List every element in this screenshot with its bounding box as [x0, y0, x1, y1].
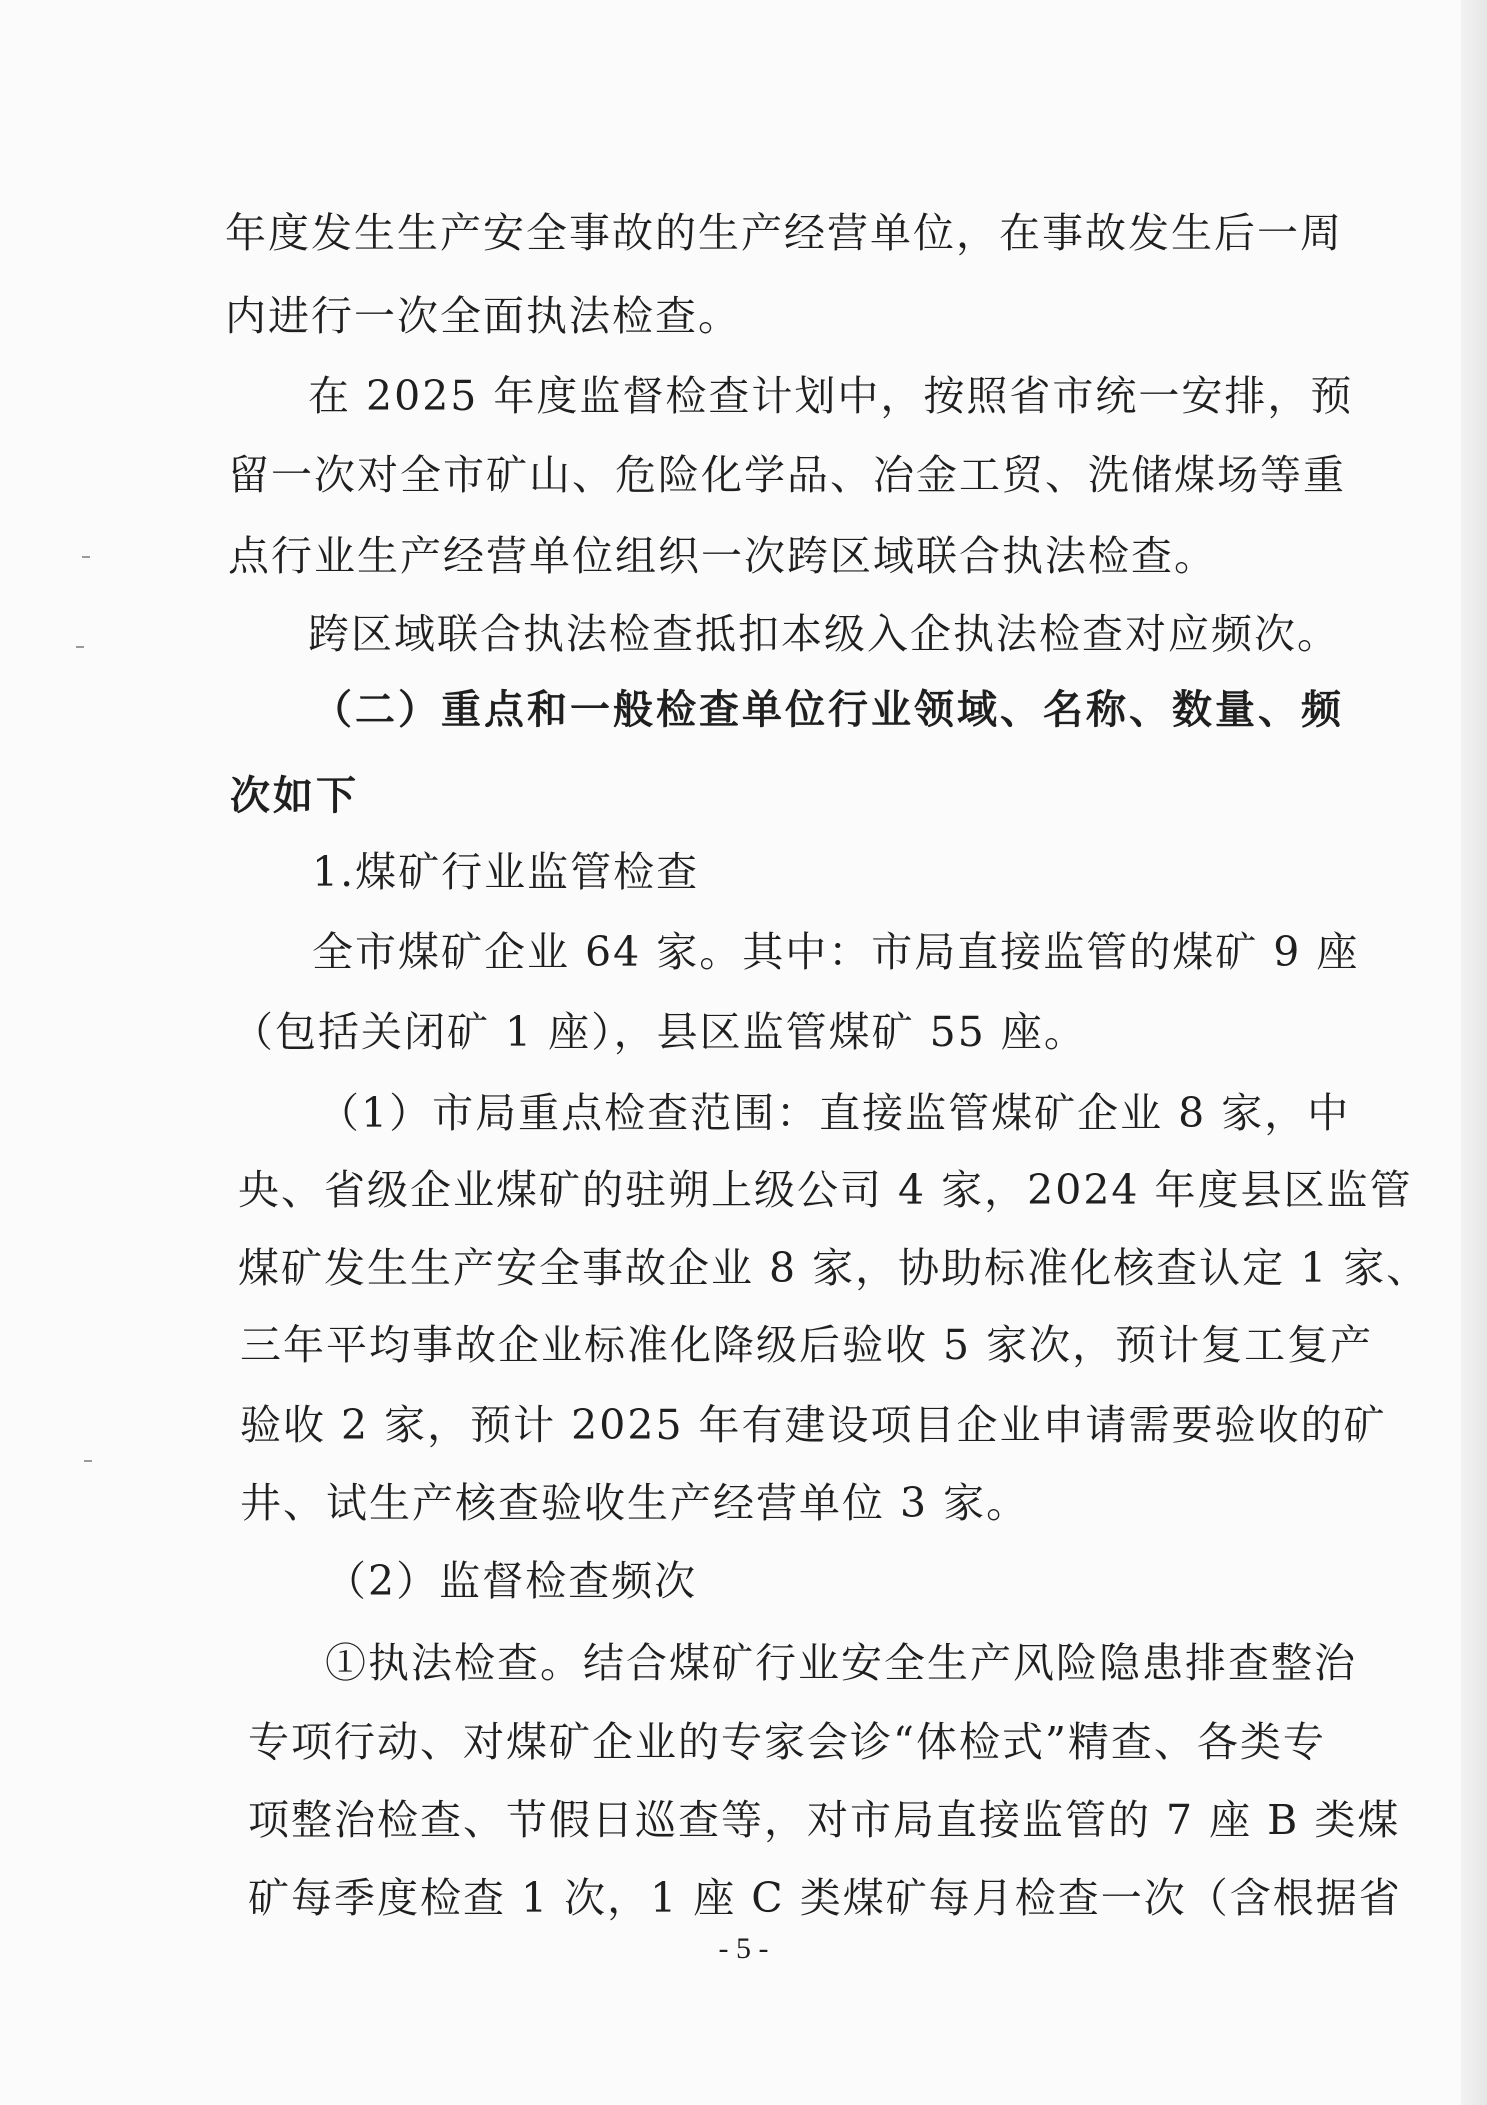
- paragraph-line: 全市煤矿企业 64 家。其中：市局直接监管的煤矿 9 座: [312, 928, 1360, 976]
- paragraph-line: 在 2025 年度监督检查计划中，按照省市统一安排，预: [308, 372, 1354, 420]
- scan-mark: [84, 1460, 92, 1462]
- paragraph-line: 煤矿发生生产安全事故企业 8 家，协助标准化核查认定 1 家、: [238, 1244, 1430, 1292]
- paragraph-line: （包括关闭矿 1 座），县区监管煤矿 55 座。: [232, 1008, 1087, 1056]
- paragraph-line: 验收 2 家，预计 2025 年有建设项目企业申请需要验收的矿: [240, 1401, 1387, 1449]
- paragraph-line: 专项行动、对煤矿企业的专家会诊“体检式”精查、各类专: [248, 1718, 1326, 1766]
- paragraph-line: 项整治检查、节假日巡查等，对市局直接监管的 7 座 B 类煤: [248, 1796, 1401, 1844]
- page-edge-shadow: [1461, 0, 1487, 2105]
- paragraph-line: 点行业生产经营单位组织一次跨区域联合执法检查。: [228, 532, 1217, 580]
- paragraph-line: 留一次对全市矿山、危险化学品、冶金工贸、洗储煤场等重: [228, 451, 1346, 499]
- page-number: - 5 -: [718, 1932, 769, 1965]
- paragraph-line: 矿每季度检查 1 次，1 座 C 类煤矿每月检查一次（含根据省: [248, 1874, 1402, 1922]
- paragraph-line: （1）市局重点检查范围：直接监管煤矿企业 8 家，中: [318, 1089, 1351, 1137]
- scan-mark: [82, 556, 90, 558]
- subsection-title: （2）监督检查频次: [325, 1557, 698, 1605]
- paragraph-line: ①执法检查。结合煤矿行业安全生产风险隐患排查整治: [325, 1639, 1357, 1687]
- section-heading-continuation: 次如下: [230, 773, 359, 819]
- section-heading: （二）重点和一般检查单位行业领域、名称、数量、频: [312, 687, 1344, 733]
- subsection-title: 1.煤矿行业监管检查: [312, 848, 700, 896]
- paragraph-line: 年度发生生产安全事故的生产经营单位，在事故发生后一周: [225, 209, 1343, 257]
- paragraph-line: 井、试生产核查验收生产经营单位 3 家。: [240, 1479, 1030, 1527]
- paragraph-line: 跨区域联合执法检查抵扣本级入企执法检查对应频次。: [308, 610, 1340, 658]
- paragraph-line: 央、省级企业煤矿的驻朔上级公司 4 家，2024 年度县区监管: [238, 1166, 1413, 1214]
- scan-mark: [76, 646, 84, 648]
- paragraph-line: 内进行一次全面执法检查。: [225, 292, 741, 340]
- paragraph-line: 三年平均事故企业标准化降级后验收 5 家次，预计复工复产: [240, 1321, 1374, 1369]
